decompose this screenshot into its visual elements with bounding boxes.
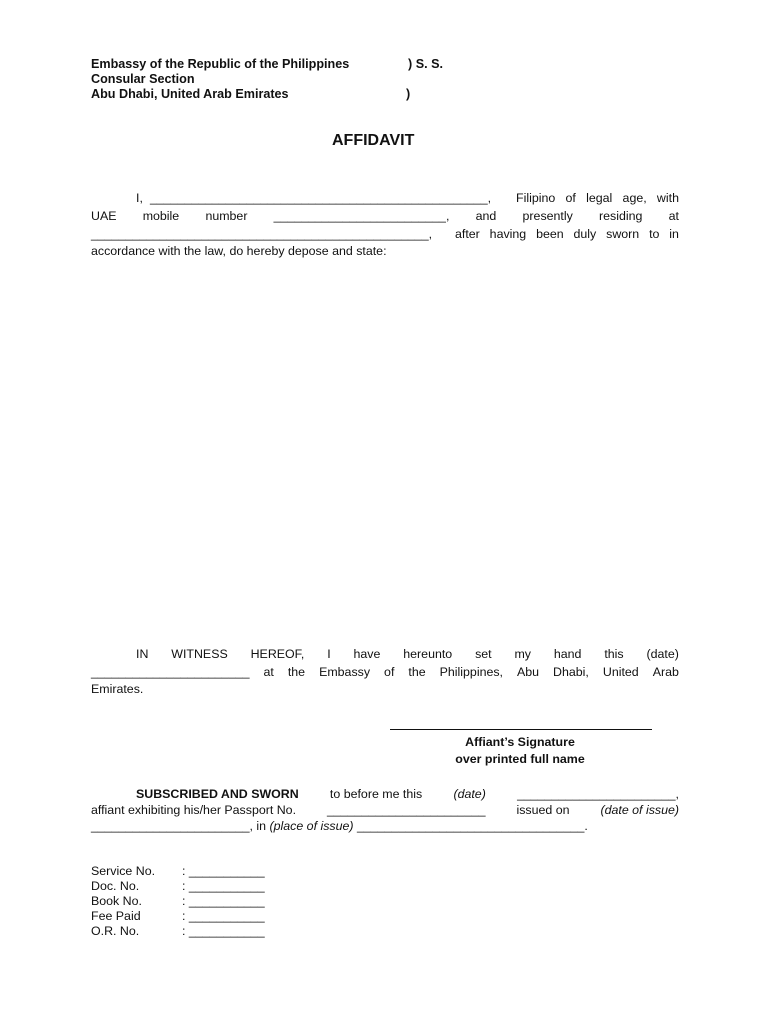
signature-label: Affiant’s Signature bbox=[465, 735, 575, 749]
witness-line3: Emirates. bbox=[91, 682, 144, 696]
intro-line2: UAE mobile number _________________________, and presently residing at bbox=[91, 209, 679, 223]
passport-blank: _______________________ bbox=[327, 803, 486, 817]
embassy-location: Abu Dhabi, United Arab Emirates bbox=[91, 87, 289, 101]
issue-date-blank: _______________________, in bbox=[91, 819, 267, 833]
witness-line1: IN WITNESS HEREOF, I have hereunto set my hand this (date) bbox=[136, 647, 679, 661]
witness-line2: _______________________ at the Embassy of the Philippines, Abu Dhabi, United Arab bbox=[91, 665, 679, 679]
location-bracket: ) bbox=[406, 87, 411, 101]
intro-line1-tail: Filipino of legal age, with bbox=[516, 191, 679, 205]
mobile-number-blank: _________________________, bbox=[273, 209, 450, 223]
doc-no-label: Doc. No. bbox=[91, 879, 140, 893]
document-title: AFFIDAVIT bbox=[332, 132, 415, 149]
signature-sublabel: over printed full name bbox=[455, 752, 585, 766]
book-no-blank: : ___________ bbox=[182, 894, 265, 908]
service-no-label: Service No. bbox=[91, 864, 156, 878]
fee-paid-blank: : ___________ bbox=[182, 909, 265, 923]
intro-line4: accordance with the law, do hereby depose and state: bbox=[91, 244, 387, 258]
subscribed-line2: affiant exhibiting his/her Passport No. _______________________ issued on (date of issue) bbox=[91, 803, 679, 817]
subscribed-line1: SUBSCRIBED AND SWORN to before me this (date) _______________________, bbox=[136, 787, 679, 801]
embassy-name: Embassy of the Republic of the Philippines bbox=[91, 57, 350, 71]
doc-no-blank: : ___________ bbox=[182, 879, 265, 893]
intro-i: I, bbox=[136, 191, 143, 205]
place-blank: _________________________________. bbox=[356, 819, 588, 833]
name-blank: _________________________________________________, bbox=[150, 191, 492, 205]
subscribed-line3: _______________________, in (place of issue) _________________________________. bbox=[91, 819, 588, 833]
or-no-label: O.R. No. bbox=[91, 924, 140, 938]
intro-line3-tail: after having been duly sworn to in bbox=[455, 227, 679, 241]
consular-section: Consular Section bbox=[91, 72, 195, 86]
book-no-label: Book No. bbox=[91, 894, 142, 908]
or-no-blank: : ___________ bbox=[182, 924, 265, 938]
ss-marker: ) S. S. bbox=[408, 57, 443, 71]
subscribed-bold: SUBSCRIBED AND SWORN bbox=[136, 787, 299, 801]
address-blank: _________________________________________________, bbox=[91, 227, 433, 241]
subscribed-date-blank: _______________________, bbox=[517, 787, 679, 801]
fee-paid-label: Fee Paid bbox=[91, 909, 141, 923]
signature-line bbox=[390, 729, 652, 730]
witness-date-blank: _______________________ bbox=[91, 665, 250, 679]
service-no-blank: : ___________ bbox=[182, 864, 265, 878]
